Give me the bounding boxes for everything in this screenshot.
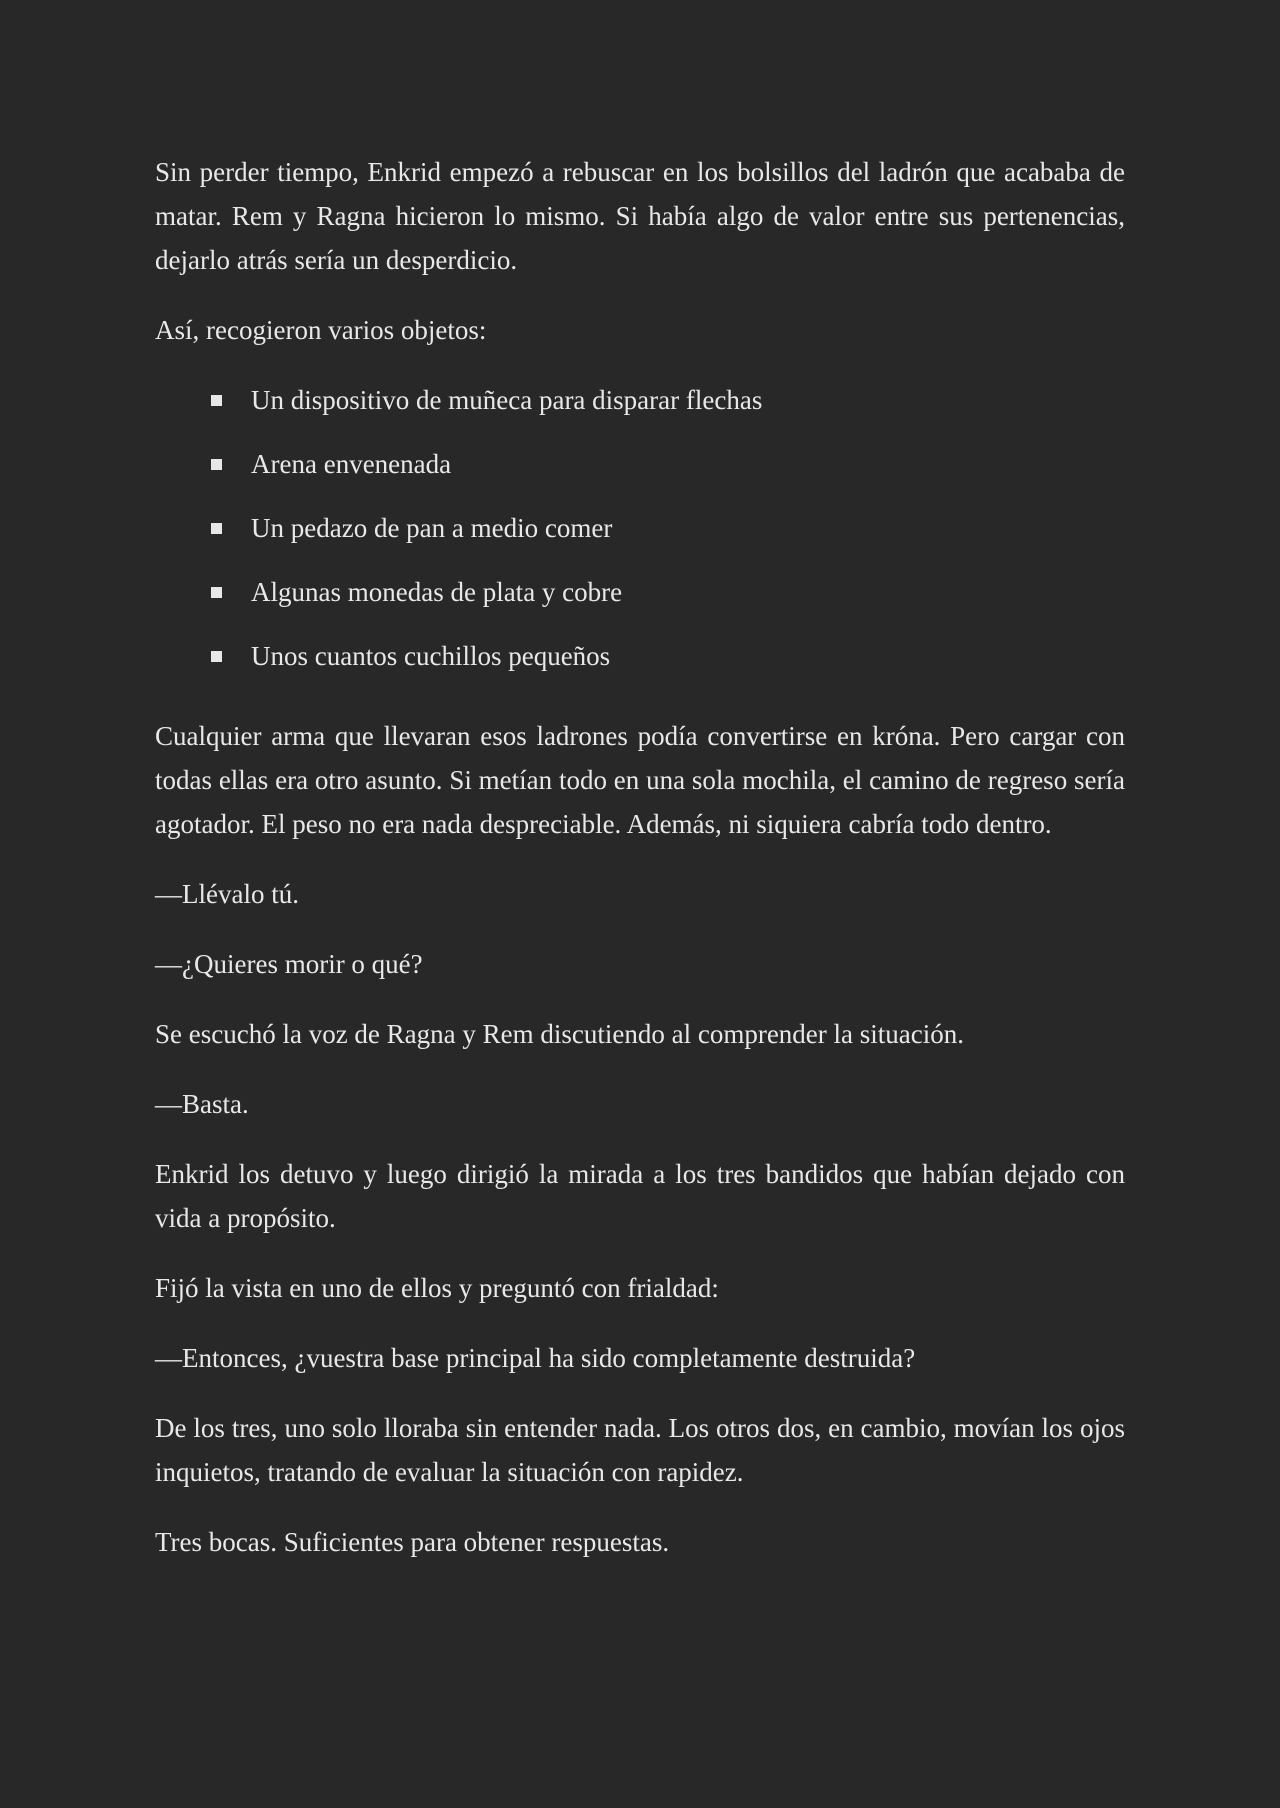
square-bullet-icon xyxy=(211,523,222,534)
paragraph: Tres bocas. Suficientes para obtener respuestas. xyxy=(155,1527,670,1557)
list-item xyxy=(211,378,1125,422)
dialogue-line: —Basta. xyxy=(155,1089,249,1119)
paragraph: Fijó la vista en uno de ellos y preguntó con frialdad: xyxy=(155,1273,719,1303)
dialogue-line: —¿Quieres morir o qué? xyxy=(155,949,423,979)
list-item xyxy=(211,506,1125,550)
paragraph: Sin perder tiempo, Enkrid empezó a rebuscar en los bolsillos del ladrón que acababa de matar. Rem y Ragna hicieron lo mismo. Si había algo de valor entre sus pertenencias, dejarlo atrás sería un desperdicio. xyxy=(155,157,1125,275)
paragraph: De los tres, uno solo lloraba sin entender nada. Los otros dos, en cambio, movían los ojos inquietos, tratando de evaluar la situación con rapidez. xyxy=(155,1413,1125,1487)
paragraph: Cualquier arma que llevaran esos ladrones podía convertirse en króna. Pero cargar con todas ellas era otro asunto. Si metían todo en una sola mochila, el camino de regreso sería agotador. El peso no era nada despreciable. Además, ni siquiera cabría todo dentro. xyxy=(155,721,1125,839)
list-item xyxy=(211,634,1125,678)
list-item xyxy=(211,570,1125,614)
list-item xyxy=(211,442,1125,486)
paragraph: Enkrid los detuvo y luego dirigió la mirada a los tres bandidos que habían dejado con vida a propósito. xyxy=(155,1159,1125,1233)
dialogue-line: —Entonces, ¿vuestra base principal ha sido completamente destruida? xyxy=(155,1343,916,1373)
square-bullet-icon xyxy=(211,459,222,470)
list-item-text: Algunas monedas de plata y cobre xyxy=(251,577,623,607)
item-list xyxy=(155,378,1125,678)
dialogue-line: —Llévalo tú. xyxy=(155,879,299,909)
paragraph: Se escuchó la voz de Ragna y Rem discutiendo al comprender la situación. xyxy=(155,1019,964,1049)
square-bullet-icon xyxy=(211,651,222,662)
square-bullet-icon xyxy=(211,587,222,598)
list-item-text: Unos cuantos cuchillos pequeños xyxy=(251,641,611,671)
chapter-text xyxy=(155,150,1125,1590)
list-item-text: Un pedazo de pan a medio comer xyxy=(251,513,613,543)
list-item-text: Arena envenenada xyxy=(251,449,452,479)
square-bullet-icon xyxy=(211,395,222,406)
paragraph: Así, recogieron varios objetos: xyxy=(155,315,487,345)
list-item-text: Un dispositivo de muñeca para disparar flechas xyxy=(251,385,763,415)
